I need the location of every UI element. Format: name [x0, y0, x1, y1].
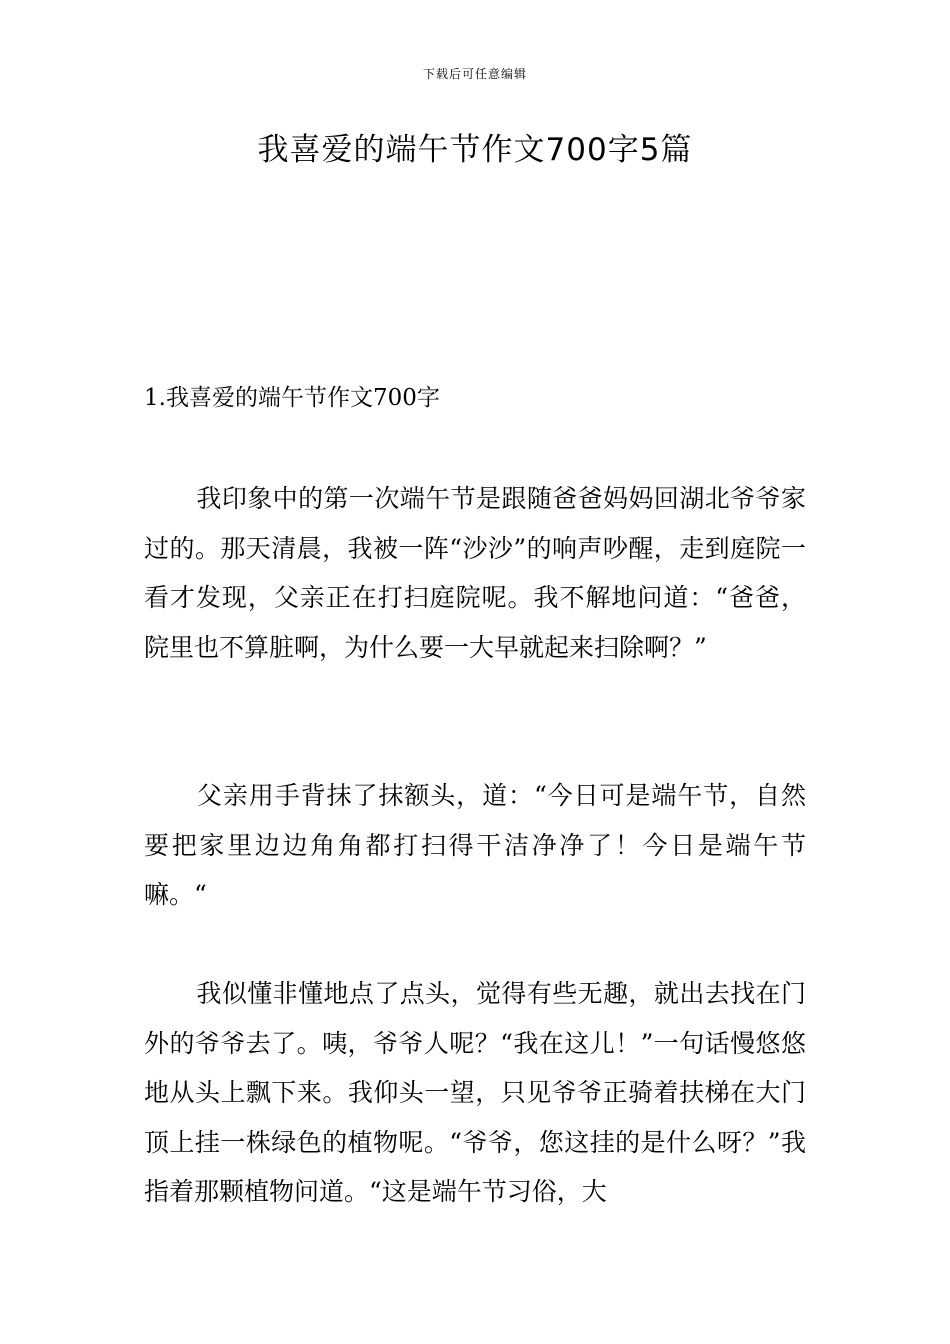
- section-heading: 1.我喜爱的端午节作文700字: [144, 385, 440, 411]
- header-note: 下载后可任意编辑: [422, 67, 527, 81]
- paragraph-text: 我似懂非懂地点了点头，觉得有些无趣，就出去找在门外的爷爷去了。咦，爷爷人呢？“我在这儿！”一句话慢悠悠地从头上飘下来。我仰头一望，只见爷爷正骑着扶梯在大门顶上挂一株绿色的植物呢。“爷爷，您这挂的是什么呀？”我指着那颗植物问道。“这是端午节习俗，大: [144, 979, 806, 1206]
- paragraph-3: [144, 969, 806, 1217]
- document-title: 我喜爱的端午节作文700字5篇: [257, 132, 693, 168]
- paragraph-2: [144, 771, 806, 920]
- paragraph-text: 父亲用手背抹了抹额头，道：“今日可是端午节，自然要把家里边边角角都打扫得干洁净净了！今日是端午节嘛。“: [144, 781, 806, 909]
- paragraph-1: [144, 474, 806, 672]
- paragraph-text: 我印象中的第一次端午节是跟随爸爸妈妈回湖北爷爷家过的。那天清晨，我被一阵“沙沙”的响声吵醒，走到庭院一看才发现，父亲正在打扫庭院呢。我不解地问道：“爸爸，院里也不算脏啊，为什么要一大早就起来扫除啊？”: [144, 484, 806, 662]
